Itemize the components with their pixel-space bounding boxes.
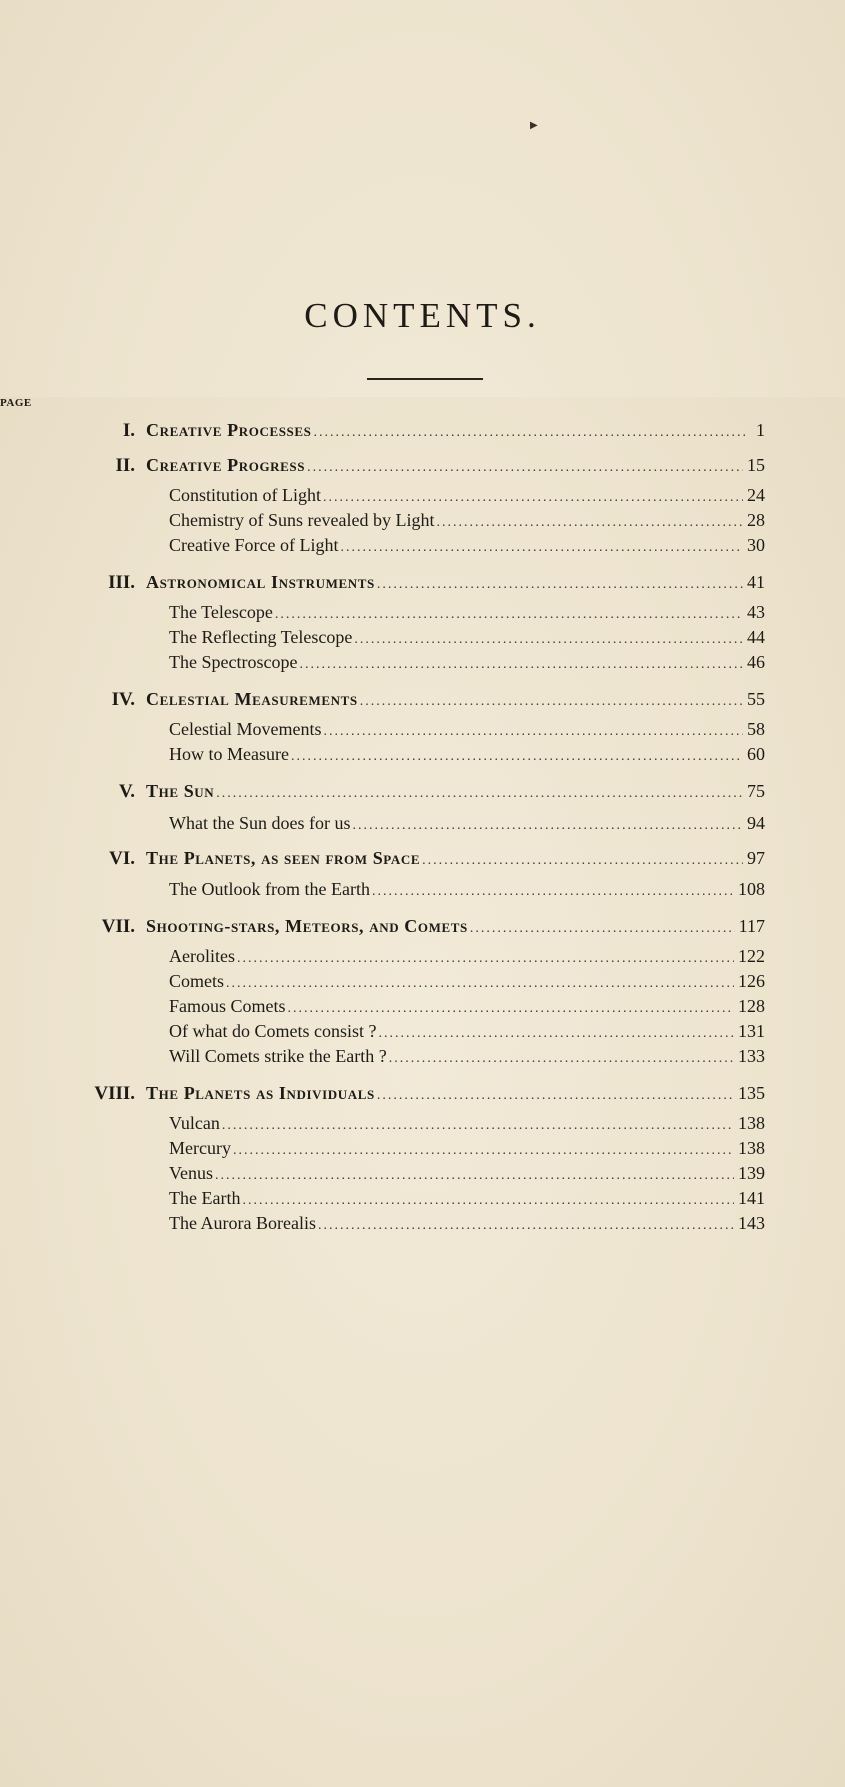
section-row bbox=[0, 510, 845, 536]
page-number: 131 bbox=[738, 1021, 765, 1041]
page-number: 143 bbox=[738, 1213, 765, 1233]
chapter-row bbox=[0, 848, 845, 874]
toc-entry bbox=[169, 627, 765, 648]
chapter-number: II. bbox=[115, 455, 135, 476]
section-row bbox=[0, 602, 845, 628]
section-row bbox=[0, 627, 845, 653]
dot-leader bbox=[242, 1193, 734, 1209]
dot-leader bbox=[354, 632, 743, 648]
section-title: Will Comets strike the Earth ? bbox=[169, 1046, 387, 1066]
toc-entry bbox=[146, 689, 765, 710]
section-title: Constitution of Light bbox=[169, 485, 322, 505]
page-number: 28 bbox=[747, 510, 765, 530]
chapter-number: I. bbox=[122, 420, 135, 441]
section-title: Chemistry of Suns revealed by Light bbox=[169, 510, 435, 530]
dot-leader bbox=[470, 921, 735, 937]
title-rule bbox=[367, 378, 483, 380]
chapter-title: The Planets, as seen from Space bbox=[146, 848, 421, 868]
section-title: Aerolites bbox=[169, 946, 235, 966]
section-title: Creative Force of Light bbox=[169, 535, 339, 555]
toc-entry bbox=[169, 1213, 765, 1234]
dot-leader bbox=[215, 1168, 734, 1184]
section-row bbox=[0, 1021, 845, 1047]
page-number: 135 bbox=[738, 1083, 765, 1103]
dot-leader bbox=[422, 853, 743, 869]
section-row bbox=[0, 652, 845, 678]
section-title: Celestial Movements bbox=[169, 719, 322, 739]
section-row bbox=[0, 485, 845, 511]
section-row bbox=[0, 1163, 845, 1189]
page-number: 138 bbox=[738, 1113, 765, 1133]
chapter-title: Astronomical Instruments bbox=[146, 572, 375, 592]
toc-entry bbox=[169, 971, 765, 992]
section-row bbox=[0, 1138, 845, 1164]
dot-leader bbox=[389, 1051, 734, 1067]
toc-entry bbox=[169, 879, 765, 900]
page-number: 128 bbox=[738, 996, 765, 1016]
page-number: 126 bbox=[738, 971, 765, 991]
dot-leader bbox=[275, 607, 743, 623]
dot-leader bbox=[436, 515, 743, 531]
section-row bbox=[0, 946, 845, 972]
dot-leader bbox=[372, 884, 734, 900]
chapter-number: VIII. bbox=[94, 1083, 135, 1104]
dot-leader bbox=[233, 1143, 734, 1159]
section-row bbox=[0, 971, 845, 997]
section-title: What the Sun does for us bbox=[169, 813, 351, 833]
section-row bbox=[0, 1046, 845, 1072]
dot-leader bbox=[360, 694, 743, 710]
dot-leader bbox=[377, 1088, 734, 1104]
section-row bbox=[0, 1213, 845, 1239]
page-number: 122 bbox=[738, 946, 765, 966]
dot-leader bbox=[299, 657, 743, 673]
dot-leader bbox=[314, 425, 748, 441]
toc-entry bbox=[169, 485, 765, 506]
page-number: 108 bbox=[738, 879, 765, 899]
page-number: 94 bbox=[747, 813, 765, 833]
page-number: 75 bbox=[747, 781, 765, 801]
toc-entry bbox=[169, 1021, 765, 1042]
toc-entry bbox=[169, 1046, 765, 1067]
page-number: 24 bbox=[747, 485, 765, 505]
page-title: CONTENTS. bbox=[304, 296, 541, 335]
chapter-title: Shooting-stars, Meteors, and Comets bbox=[146, 916, 468, 936]
section-title: Comets bbox=[169, 971, 225, 991]
chapter-number: VII. bbox=[101, 916, 135, 937]
section-title: The Outlook from the Earth bbox=[169, 879, 370, 899]
toc-entry bbox=[146, 420, 765, 441]
section-title: The Earth bbox=[169, 1188, 241, 1208]
dot-leader bbox=[378, 1026, 734, 1042]
dot-leader bbox=[352, 818, 743, 834]
section-title: Venus bbox=[169, 1163, 213, 1183]
dot-leader bbox=[307, 460, 743, 476]
section-row bbox=[0, 996, 845, 1022]
page-number: 60 bbox=[747, 744, 765, 764]
page-number: 46 bbox=[747, 652, 765, 672]
section-row bbox=[0, 813, 845, 839]
section-title: Mercury bbox=[169, 1138, 231, 1158]
toc-entry bbox=[169, 535, 765, 556]
chapter-row bbox=[0, 572, 845, 598]
chapter-number: III. bbox=[108, 572, 135, 593]
toc-entry bbox=[169, 719, 765, 740]
toc-entry bbox=[169, 602, 765, 623]
chapter-row bbox=[0, 781, 845, 807]
page-number: 58 bbox=[747, 719, 765, 739]
toc-entry bbox=[146, 916, 765, 937]
section-title: The Spectroscope bbox=[169, 652, 298, 672]
chapter-title: The Planets as Individuals bbox=[146, 1083, 375, 1103]
page-number: 1 bbox=[756, 420, 765, 440]
dot-leader bbox=[222, 1118, 734, 1134]
chapter-row bbox=[0, 916, 845, 942]
page-number: 15 bbox=[747, 455, 765, 475]
section-row bbox=[0, 1113, 845, 1139]
page-number: 44 bbox=[747, 627, 765, 647]
toc-entry bbox=[169, 510, 765, 531]
page-number: 97 bbox=[747, 848, 765, 868]
page-number: 138 bbox=[738, 1138, 765, 1158]
chapter-number: V. bbox=[118, 781, 135, 802]
section-title: How to Measure bbox=[169, 744, 289, 764]
page-number: 139 bbox=[738, 1163, 765, 1183]
toc-entry bbox=[146, 1083, 765, 1104]
chapter-title: Creative Progress bbox=[146, 455, 306, 475]
toc-entry bbox=[146, 455, 765, 476]
chapter-number: IV. bbox=[111, 689, 135, 710]
section-row bbox=[0, 744, 845, 770]
toc-entry bbox=[169, 652, 765, 673]
page-number: 55 bbox=[747, 689, 765, 709]
dot-leader bbox=[323, 724, 743, 740]
toc-entry bbox=[169, 1138, 765, 1159]
chapter-number: VI. bbox=[109, 848, 135, 869]
page-number: 141 bbox=[738, 1188, 765, 1208]
printer-mark: ▶ bbox=[530, 120, 538, 131]
toc-entry bbox=[146, 848, 765, 869]
toc-entry bbox=[169, 946, 765, 967]
dot-leader bbox=[340, 540, 743, 556]
page-column-header: PAGE bbox=[0, 397, 845, 1787]
chapter-row bbox=[0, 455, 845, 481]
dot-leader bbox=[377, 577, 743, 593]
toc-entry bbox=[169, 996, 765, 1017]
chapter-row bbox=[0, 1083, 845, 1109]
chapter-title: The Sun bbox=[146, 781, 215, 801]
page-number: 41 bbox=[747, 572, 765, 592]
section-row bbox=[0, 879, 845, 905]
chapter-title: Celestial Measurements bbox=[146, 689, 358, 709]
section-row bbox=[0, 535, 845, 561]
toc-entry bbox=[146, 572, 765, 593]
page-number: 133 bbox=[738, 1046, 765, 1066]
chapter-row bbox=[0, 420, 845, 446]
section-title: Famous Comets bbox=[169, 996, 286, 1016]
section-title: The Aurora Borealis bbox=[169, 1213, 316, 1233]
toc-entry bbox=[169, 813, 765, 834]
dot-leader bbox=[237, 951, 734, 967]
chapter-title: Creative Processes bbox=[146, 420, 312, 440]
dot-leader bbox=[288, 1001, 734, 1017]
toc-entry bbox=[146, 781, 765, 802]
chapter-row bbox=[0, 689, 845, 715]
section-title: Vulcan bbox=[169, 1113, 220, 1133]
dot-leader bbox=[318, 1218, 734, 1234]
toc-entry bbox=[169, 1163, 765, 1184]
toc-entry bbox=[169, 1188, 765, 1209]
dot-leader bbox=[323, 490, 743, 506]
dot-leader bbox=[216, 786, 743, 802]
section-row bbox=[0, 719, 845, 745]
section-title: The Telescope bbox=[169, 602, 273, 622]
page-number: 117 bbox=[738, 916, 765, 936]
section-title: Of what do Comets consist ? bbox=[169, 1021, 377, 1041]
section-title: The Reflecting Telescope bbox=[169, 627, 353, 647]
page-number: 30 bbox=[747, 535, 765, 555]
dot-leader bbox=[226, 976, 734, 992]
page-number: 43 bbox=[747, 602, 765, 622]
toc-entry bbox=[169, 744, 765, 765]
dot-leader bbox=[291, 749, 743, 765]
section-row bbox=[0, 1188, 845, 1214]
toc-entry bbox=[169, 1113, 765, 1134]
